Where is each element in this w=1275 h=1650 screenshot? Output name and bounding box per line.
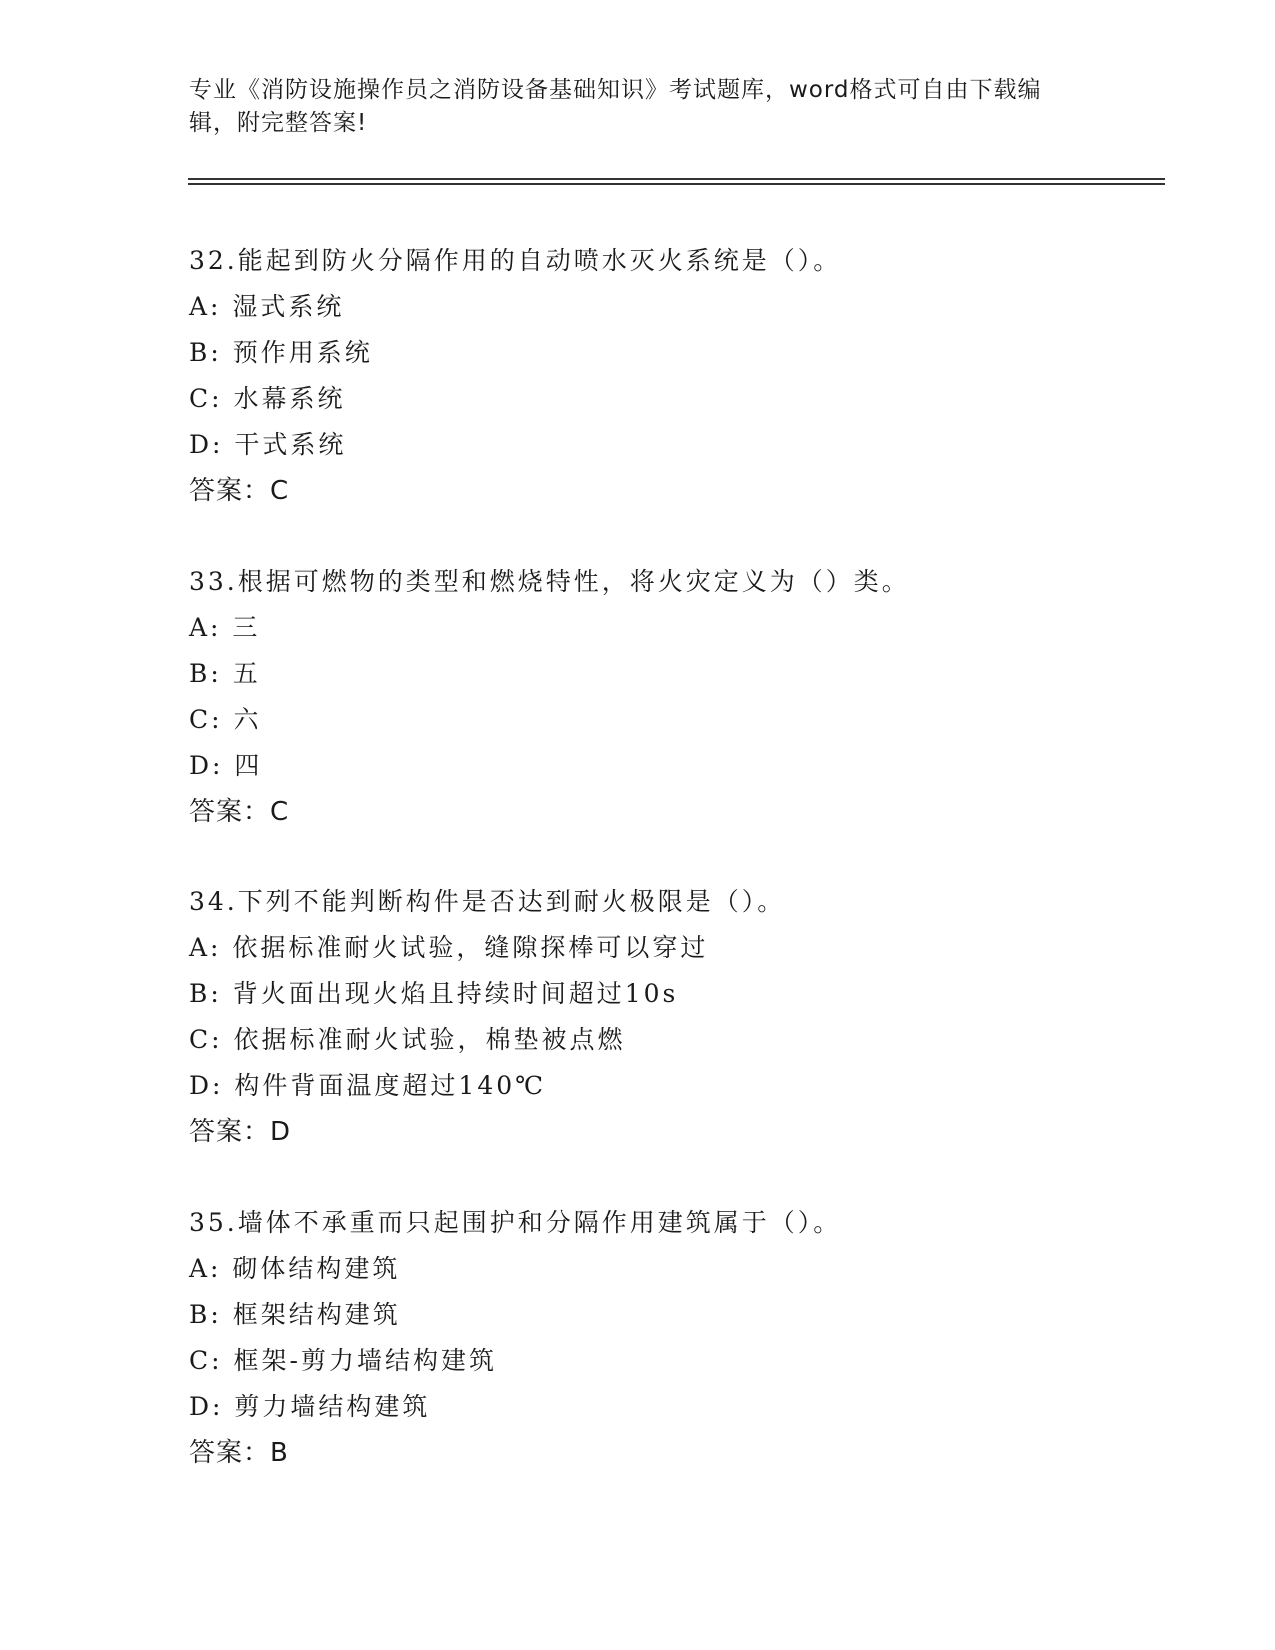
option-d: D: 构件背面温度超过140℃ [189, 1071, 547, 1100]
option-a: A: 砌体结构建筑 [189, 1254, 401, 1283]
option-a: A: 三 [189, 613, 261, 642]
option-d: D: 四 [189, 751, 263, 780]
question-stem: 34.下列不能判断构件是否达到耐火极限是（）。 [189, 887, 786, 916]
option-d: D: 干式系统 [189, 430, 347, 459]
answer-line: 答案：C [189, 797, 290, 827]
header-divider-top [188, 178, 1165, 180]
question-stem: 33.根据可燃物的类型和燃烧特性，将火灾定义为（）类。 [189, 567, 910, 596]
question-stem: 35.墙体不承重而只起围护和分隔作用建筑属于（）。 [189, 1208, 842, 1237]
option-c: C: 依据标准耐火试验，棉垫被点燃 [189, 1025, 626, 1054]
answer-line: 答案：B [189, 1438, 289, 1468]
answer-line: 答案：D [189, 1117, 292, 1147]
option-c: C: 水幕系统 [189, 384, 346, 413]
option-b: B: 框架结构建筑 [189, 1300, 401, 1329]
question-35 [189, 1200, 1169, 1476]
option-a: A: 湿式系统 [189, 292, 345, 321]
option-a: A: 依据标准耐火试验，缝隙探棒可以穿过 [189, 933, 709, 962]
option-b: B: 五 [189, 659, 261, 688]
question-33 [189, 559, 1169, 835]
option-c: C: 框架-剪力墙结构建筑 [189, 1346, 497, 1375]
question-32 [189, 238, 1169, 514]
option-b: B: 预作用系统 [189, 338, 373, 367]
option-d: D: 剪力墙结构建筑 [189, 1392, 431, 1421]
question-stem: 32.能起到防火分隔作用的自动喷水灭火系统是（）。 [189, 246, 842, 275]
option-c: C: 六 [189, 705, 262, 734]
question-34 [189, 879, 1169, 1155]
header-divider-bottom [188, 183, 1165, 185]
document-header: 专业《消防设施操作员之消防设备基础知识》考试题库，word格式可自由下载编辑，附完整答案! [189, 77, 1042, 136]
option-b: B: 背火面出现火焰且持续时间超过10s [189, 979, 679, 1008]
answer-line: 答案：C [189, 476, 290, 506]
